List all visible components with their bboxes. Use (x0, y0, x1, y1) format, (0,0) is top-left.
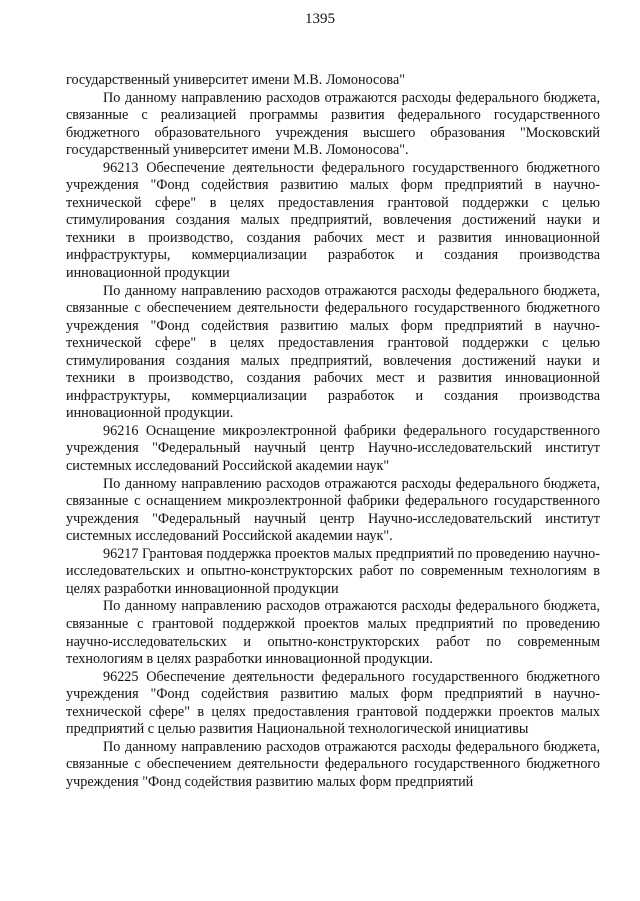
paragraph: 96216 Оснащение микроэлектронной фабрики федерального государственного учреждения "Федеральный научный центр Научно-исследовательский институт системных исследований Российской академии наук" (66, 422, 600, 475)
paragraph: 96217 Грантовая поддержка проектов малых предприятий по проведению научно-исследовательских и опытно-конструкторских работ по современным технологиям в целях разработки инновационной продукции (66, 545, 600, 597)
paragraph: По данному направлению расходов отражаются расходы федерального бюджета, связанные с оснащением микроэлектронной фабрики федерального государственного учреждения "Федеральный научный центр Научно-исследовательский институт системных исследований Российской академии наук". (66, 475, 600, 545)
paragraph: государственный университет имени М.В. Ломоносова" (66, 72, 406, 88)
document-body (66, 72, 600, 791)
page-number: 1395 (305, 11, 335, 27)
paragraph: 96213 Обеспечение деятельности федерального государственного бюджетного учреждения "Фонд содействия развитию малых форм предприятий в научно-технической сфере" в целях предоставления грантовой поддержки с целью стимулирования создания малых предприятий, вовлечения достижений науки и техники в производство, создания рабочих мест и развития инновационной инфраструктуры, коммерциализации разработок и создания производства инновационной продукции (66, 159, 600, 282)
paragraph: По данному направлению расходов отражаются расходы федерального бюджета, связанные с обеспечением деятельности федерального государственного бюджетного учреждения "Фонд содействия развитию малых форм предприятий (66, 738, 600, 790)
paragraph: По данному направлению расходов отражаются расходы федерального бюджета, связанные с обеспечением деятельности федерального государственного бюджетного учреждения "Фонд содействия развитию малых форм предприятий в научно-технической сфере" в целях предоставления грантовой поддержки с целью стимулирования создания малых предприятий, вовлечения достижений науки и техники в производство, создания рабочих мест и развития инновационной инфраструктуры, коммерциализации разработок и создания производства инновационной продукции. (66, 282, 600, 422)
paragraph: 96225 Обеспечение деятельности федерального государственного бюджетного учреждения "Фонд содействия развитию малых форм предприятий в научно-технической сфере" в целях предоставления грантовой поддержки проектов малых предприятий с целью развития Национальной технологической инициативы (66, 668, 600, 738)
paragraph: По данному направлению расходов отражаются расходы федерального бюджета, связанные с грантовой поддержкой проектов малых предприятий по проведению научно-исследовательских и опытно-конструкторских работ по современным технологиям в целях разработки инновационной продукции. (66, 598, 600, 668)
paragraph: По данному направлению расходов отражаются расходы федерального бюджета, связанные с реализацией программы развития федерального государственного бюджетного образовательного учреждения высшего образования "Московский государственный университет имени М.В. Ломоносова". (66, 89, 600, 159)
